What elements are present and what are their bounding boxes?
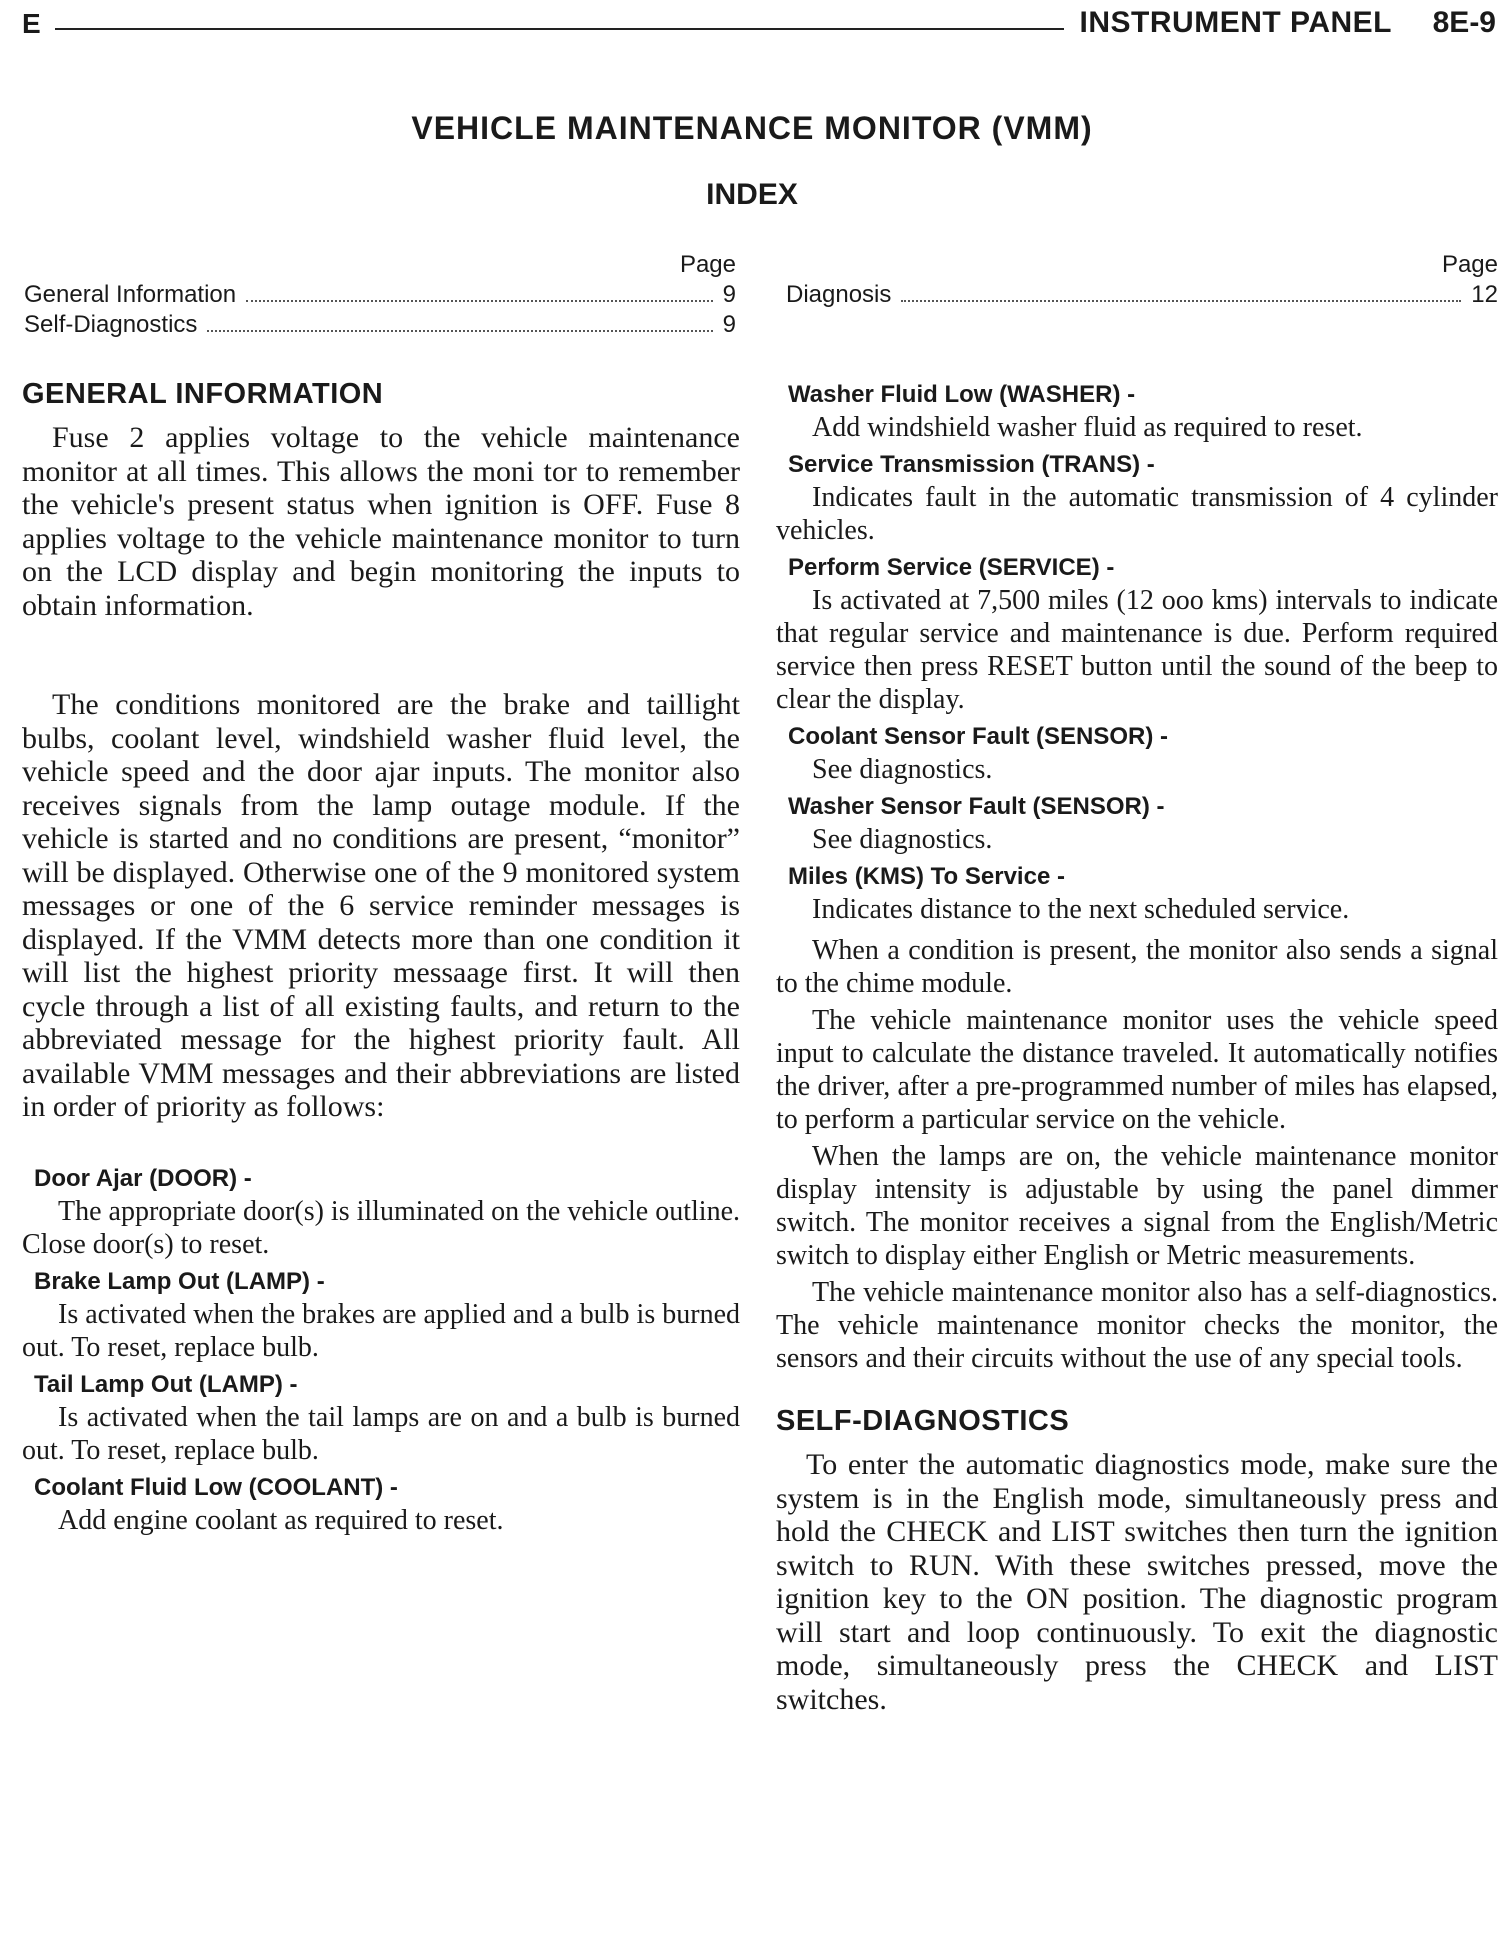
general-info-paragraph: Fuse 2 applies voltage to the vehicle maintenance monitor at all times. This allows the moni tor to remember the vehicle's present status when ignition is OFF. Fuse 8 applies voltage to the vehicle maintenance monitor to turn on the LCD display and begin monitoring the inputs to obtain information. (22, 421, 740, 622)
message-title: Coolant Sensor Fault (SENSOR) - (788, 723, 1169, 750)
message-title: Miles (KMS) To Service - (788, 863, 1065, 890)
message-body: Is activated when the tail lamps are on and a bulb is burned out. To reset, replace bulb. (22, 1401, 740, 1466)
index-entry-page: 9 (722, 311, 736, 338)
body-paragraph: The vehicle maintenance monitor also has a self-diagnostics. The vehicle maintenance monitor checks the monitor, the sensors and their circuits without the use of any special tools. (776, 1277, 1498, 1374)
index-right (786, 250, 1498, 310)
page-header (0, 4, 1504, 48)
index-entry-page: 12 (1471, 281, 1498, 308)
index-entry[interactable] (24, 310, 736, 340)
message-body: Is activated at 7,500 miles (12 ooo kms) intervals to indicate that regular service and maintenance is due. Perform required service then press RESET button until the sound of the beep to clear the display. (776, 585, 1498, 715)
right-column (776, 378, 1498, 1716)
index-leader-dots (901, 300, 1461, 302)
message-body: Indicates fault in the automatic transmission of 4 cylinder vehicles. (776, 482, 1498, 546)
message-title: Coolant Fluid Low (COOLANT) - (34, 1473, 398, 1501)
message-title: Washer Sensor Fault (SENSOR) - (788, 793, 1165, 820)
message-body: See diagnostics. (812, 754, 993, 785)
message-body: Add engine coolant as required to reset. (58, 1504, 504, 1536)
page-number: 8E-9 (1432, 6, 1496, 39)
message-title: Washer Fluid Low (WASHER) - (788, 381, 1136, 408)
message-title: Perform Service (SERVICE) - (788, 554, 1115, 581)
index-entry-name: Diagnosis (786, 281, 892, 308)
message-title: Tail Lamp Out (LAMP) - (34, 1370, 298, 1398)
message-body: Add windshield washer fluid as required to reset. (812, 412, 1363, 443)
self-diagnostics-heading: SELF-DIAGNOSTICS (776, 1405, 1070, 1437)
index-entry[interactable] (786, 280, 1498, 310)
message-body: Is activated when the brakes are applied and a bulb is burned out. To reset, replace bulb. (22, 1298, 740, 1363)
section-letter: E (22, 8, 41, 39)
index-title: INDEX (706, 178, 798, 211)
general-information-heading: GENERAL INFORMATION (22, 378, 384, 410)
index-page-label: Page (1441, 251, 1498, 278)
message-body: Indicates distance to the next scheduled service. (812, 894, 1350, 925)
index-page-label: Page (679, 251, 736, 278)
message-title: Door Ajar (DOOR) - (34, 1164, 252, 1192)
index-entry-name: Self-Diagnostics (24, 311, 198, 338)
left-column (22, 378, 740, 1541)
body-paragraph: The vehicle maintenance monitor uses the vehicle speed input to calculate the distance traveled. It automatically notifies the driver, after a pre-programmed number of miles has elapsed, to perform a particular service on the vehicle. (776, 1005, 1498, 1135)
index-entry-page: 9 (722, 281, 736, 308)
message-title: Service Transmission (TRANS) - (788, 451, 1155, 478)
header-rule (55, 28, 1064, 30)
body-paragraph: When the lamps are on, the vehicle maintenance monitor display intensity is adjustable by using the panel dimmer switch. The monitor receives a signal from the English/Metric switch to display either English or Metric measurements. (776, 1141, 1498, 1271)
index-entry[interactable] (24, 280, 736, 310)
index-entry-name: General Information (24, 281, 237, 308)
index-left (24, 250, 736, 340)
self-diagnostics-paragraph: To enter the automatic diagnostics mode, make sure the system is in the English mode, simultaneously press and hold the CHECK and LIST switches then turn the ignition switch to RUN. With these switches pressed, move the ignition key to the ON position. The diagnostic program will start and loop continuously. To exit the diagnostic mode, simultaneously press the CHECK and LIST switches. (776, 1448, 1498, 1716)
message-title: Brake Lamp Out (LAMP) - (34, 1267, 325, 1295)
body-paragraph: When a condition is present, the monitor also sends a signal to the chime module. (776, 935, 1498, 999)
index-leader-dots (207, 330, 712, 332)
message-body: See diagnostics. (812, 824, 993, 855)
index-leader-dots (246, 300, 713, 302)
message-body: The appropriate door(s) is illuminated on the vehicle outline. Close door(s) to reset. (22, 1195, 740, 1260)
section-title: INSTRUMENT PANEL (1079, 6, 1392, 39)
general-info-paragraph: The conditions monitored are the brake and taillight bulbs, coolant level, windshield washer fluid level, the vehicle speed and the door ajar inputs. The monitor also receives signals from the lamp outage module. If the vehicle is started and no conditions are present, “monitor” will be displayed. Otherwise one of the 9 monitored system messages or one of the 6 service reminder messages is displayed. If the VMM detects more than one condition it will list the highest priority messaage first. It will then cycle through a list of all existing faults, and return to the abbreviated message for the highest priority fault. All available VMM messages and their abbreviations are listed in order of priority as follows: (22, 688, 740, 1123)
message-list (22, 1162, 740, 1537)
page-title: VEHICLE MAINTENANCE MONITOR (VMM) (411, 110, 1093, 146)
